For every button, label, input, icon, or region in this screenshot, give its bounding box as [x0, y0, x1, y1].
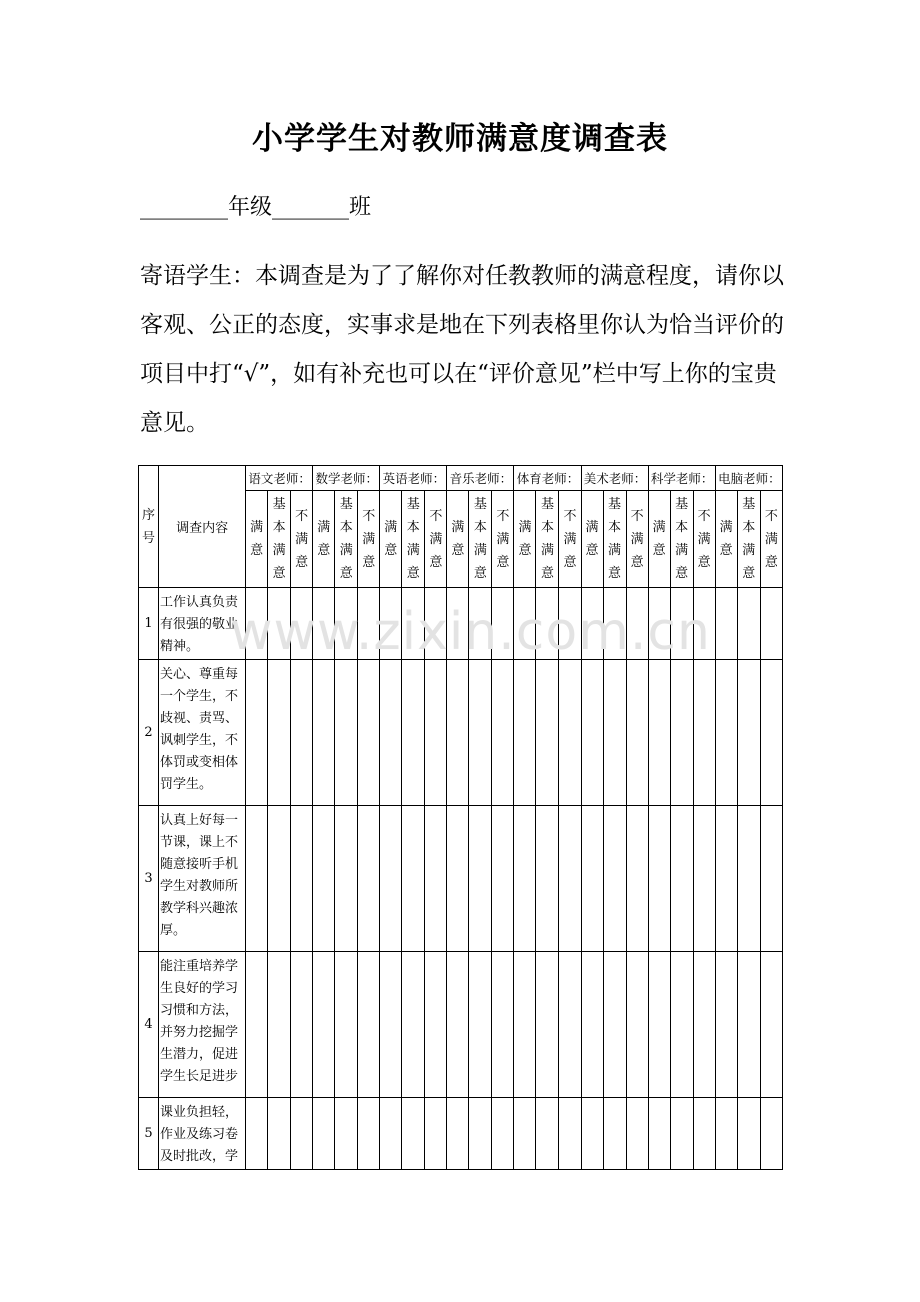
rating-checkbox-cell[interactable]	[469, 952, 492, 1098]
rating-checkbox-cell[interactable]	[603, 806, 626, 952]
rating-header: 满 意	[715, 491, 737, 588]
rating-checkbox-cell[interactable]	[648, 952, 670, 1098]
rating-header: 不 满 意	[425, 491, 447, 588]
rating-header: 不 满 意	[358, 491, 380, 588]
rating-checkbox-cell[interactable]	[559, 1098, 581, 1170]
grade-class-line: ________年级_______班	[140, 195, 372, 220]
rating-checkbox-cell[interactable]	[514, 1098, 536, 1170]
rating-header: 基 本 满 意	[737, 491, 760, 588]
row-content: 能注重培养学生良好的学习习惯和方法，并努力挖掘学生潜力，促进学生长足进步	[159, 952, 246, 1098]
rating-checkbox-cell[interactable]	[380, 1098, 402, 1170]
rating-checkbox-cell[interactable]	[670, 1098, 693, 1170]
rating-checkbox-cell[interactable]	[648, 660, 670, 806]
row-content: 认真上好每一节课，课上不随意接听手机学生对教师所教学科兴趣浓厚。	[159, 806, 246, 952]
rating-checkbox-cell[interactable]	[581, 660, 603, 806]
rating-checkbox-cell[interactable]	[715, 952, 737, 1098]
rating-checkbox-cell[interactable]	[737, 1098, 760, 1170]
rating-checkbox-cell[interactable]	[268, 588, 291, 660]
rating-checkbox-cell[interactable]	[291, 806, 313, 952]
teacher-header: 体育老师：	[514, 466, 581, 491]
rating-checkbox-cell[interactable]	[559, 588, 581, 660]
survey-table	[138, 465, 783, 1170]
table-row	[139, 660, 783, 806]
rating-checkbox-cell[interactable]	[626, 952, 648, 1098]
rating-checkbox-cell[interactable]	[693, 1098, 715, 1170]
rating-checkbox-cell[interactable]	[581, 806, 603, 952]
rating-checkbox-cell[interactable]	[492, 952, 514, 1098]
rating-checkbox-cell[interactable]	[715, 806, 737, 952]
row-content: 工作认真负责有很强的敬业精神。	[159, 588, 246, 660]
rating-checkbox-cell[interactable]	[559, 952, 581, 1098]
watermark: www.zixin.com.cn	[230, 602, 711, 662]
rating-checkbox-cell[interactable]	[425, 660, 447, 806]
rating-checkbox-cell[interactable]	[760, 806, 782, 952]
intro-paragraph: 寄语学生：本调查是为了了解你对任教教师的满意程度，请你以客观、公正的态度，实事求是地在下列表格里你认为恰当评价的项目中打“√”，如有补充也可以在“评价意见”栏中写上你的宝贵意见。	[140, 263, 784, 436]
rating-checkbox-cell[interactable]	[358, 660, 380, 806]
teacher-header: 科学老师：	[648, 466, 715, 491]
rating-checkbox-cell[interactable]	[492, 588, 514, 660]
content-header: 调查内容	[159, 466, 246, 588]
rating-checkbox-cell[interactable]	[626, 1098, 648, 1170]
teacher-header: 语文老师：	[246, 466, 313, 491]
rating-checkbox-cell[interactable]	[670, 806, 693, 952]
rating-checkbox-cell[interactable]	[335, 588, 358, 660]
row-index: 3	[139, 806, 159, 952]
rating-checkbox-cell[interactable]	[335, 952, 358, 1098]
table-row	[139, 952, 783, 1098]
rating-checkbox-cell[interactable]	[670, 660, 693, 806]
rating-checkbox-cell[interactable]	[581, 952, 603, 1098]
rating-checkbox-cell[interactable]	[268, 660, 291, 806]
rating-checkbox-cell[interactable]	[313, 1098, 335, 1170]
rating-checkbox-cell[interactable]	[581, 1098, 603, 1170]
rating-header: 满 意	[447, 491, 469, 588]
rating-checkbox-cell[interactable]	[693, 660, 715, 806]
rating-checkbox-cell[interactable]	[581, 588, 603, 660]
rating-checkbox-cell[interactable]	[603, 1098, 626, 1170]
header-row-teachers	[139, 466, 783, 491]
rating-checkbox-cell[interactable]	[737, 660, 760, 806]
rating-header: 满 意	[581, 491, 603, 588]
rating-checkbox-cell[interactable]	[536, 660, 559, 806]
rating-header: 不 满 意	[291, 491, 313, 588]
table-row	[139, 588, 783, 660]
teacher-header: 数学老师：	[313, 466, 380, 491]
rating-checkbox-cell[interactable]	[492, 806, 514, 952]
rating-checkbox-cell[interactable]	[380, 588, 402, 660]
rating-checkbox-cell[interactable]	[335, 660, 358, 806]
rating-checkbox-cell[interactable]	[447, 588, 469, 660]
rating-checkbox-cell[interactable]	[313, 660, 335, 806]
rating-checkbox-cell[interactable]	[313, 952, 335, 1098]
rating-checkbox-cell[interactable]	[648, 1098, 670, 1170]
rating-checkbox-cell[interactable]	[313, 588, 335, 660]
row-index: 1	[139, 588, 159, 660]
rating-header: 基 本 满 意	[536, 491, 559, 588]
table-row	[139, 1098, 783, 1170]
rating-checkbox-cell[interactable]	[514, 806, 536, 952]
rating-checkbox-cell[interactable]	[358, 588, 380, 660]
rating-checkbox-cell[interactable]	[737, 806, 760, 952]
rating-header: 基 本 满 意	[268, 491, 291, 588]
rating-checkbox-cell[interactable]	[469, 588, 492, 660]
row-content: 课业负担轻，作业及练习卷及时批改，学	[159, 1098, 246, 1170]
rating-checkbox-cell[interactable]	[536, 952, 559, 1098]
rating-checkbox-cell[interactable]	[626, 660, 648, 806]
index-header: 序 号	[139, 466, 159, 588]
table-row	[139, 806, 783, 952]
rating-checkbox-cell[interactable]	[447, 952, 469, 1098]
rating-checkbox-cell[interactable]	[358, 806, 380, 952]
rating-checkbox-cell[interactable]	[603, 952, 626, 1098]
teacher-header: 音乐老师：	[447, 466, 514, 491]
row-content: 关心、尊重每一个学生，不歧视、责骂、讽刺学生，不体罚或变相体罚学生。	[159, 660, 246, 806]
rating-checkbox-cell[interactable]	[492, 660, 514, 806]
rating-checkbox-cell[interactable]	[514, 588, 536, 660]
rating-checkbox-cell[interactable]	[380, 660, 402, 806]
row-index: 4	[139, 952, 159, 1098]
teacher-header: 美术老师：	[581, 466, 648, 491]
rating-checkbox-cell[interactable]	[268, 1098, 291, 1170]
row-index: 5	[139, 1098, 159, 1170]
rating-checkbox-cell[interactable]	[425, 588, 447, 660]
rating-header: 基 本 满 意	[603, 491, 626, 588]
rating-header: 不 满 意	[492, 491, 514, 588]
teacher-header: 电脑老师：	[715, 466, 782, 491]
rating-checkbox-cell[interactable]	[536, 806, 559, 952]
rating-checkbox-cell[interactable]	[425, 1098, 447, 1170]
rating-checkbox-cell[interactable]	[648, 588, 670, 660]
rating-checkbox-cell[interactable]	[402, 952, 425, 1098]
rating-checkbox-cell[interactable]	[760, 660, 782, 806]
teacher-header: 英语老师：	[380, 466, 447, 491]
rating-checkbox-cell[interactable]	[268, 806, 291, 952]
rating-checkbox-cell[interactable]	[358, 952, 380, 1098]
rating-checkbox-cell[interactable]	[425, 806, 447, 952]
rating-checkbox-cell[interactable]	[469, 1098, 492, 1170]
rating-checkbox-cell[interactable]	[693, 806, 715, 952]
rating-checkbox-cell[interactable]	[313, 806, 335, 952]
rating-checkbox-cell[interactable]	[492, 1098, 514, 1170]
rating-checkbox-cell[interactable]	[402, 660, 425, 806]
rating-checkbox-cell[interactable]	[603, 588, 626, 660]
rating-checkbox-cell[interactable]	[335, 806, 358, 952]
rating-checkbox-cell[interactable]	[246, 1098, 268, 1170]
rating-checkbox-cell[interactable]	[514, 952, 536, 1098]
rating-header: 基 本 满 意	[469, 491, 492, 588]
rating-checkbox-cell[interactable]	[447, 1098, 469, 1170]
rating-checkbox-cell[interactable]	[559, 660, 581, 806]
rating-checkbox-cell[interactable]	[447, 806, 469, 952]
rating-checkbox-cell[interactable]	[648, 806, 670, 952]
rating-checkbox-cell[interactable]	[380, 806, 402, 952]
rating-header: 满 意	[313, 491, 335, 588]
rating-checkbox-cell[interactable]	[603, 660, 626, 806]
rating-checkbox-cell[interactable]	[469, 660, 492, 806]
rating-checkbox-cell[interactable]	[469, 806, 492, 952]
rating-checkbox-cell[interactable]	[402, 806, 425, 952]
rating-header: 不 满 意	[626, 491, 648, 588]
rating-header: 基 本 满 意	[402, 491, 425, 588]
row-index: 2	[139, 660, 159, 806]
rating-checkbox-cell[interactable]	[402, 1098, 425, 1170]
rating-checkbox-cell[interactable]	[715, 1098, 737, 1170]
rating-checkbox-cell[interactable]	[760, 1098, 782, 1170]
rating-checkbox-cell[interactable]	[246, 660, 268, 806]
rating-checkbox-cell[interactable]	[291, 588, 313, 660]
rating-checkbox-cell[interactable]	[402, 588, 425, 660]
rating-checkbox-cell[interactable]	[626, 588, 648, 660]
rating-header: 满 意	[514, 491, 536, 588]
rating-checkbox-cell[interactable]	[447, 660, 469, 806]
rating-checkbox-cell[interactable]	[268, 952, 291, 1098]
rating-checkbox-cell[interactable]	[291, 660, 313, 806]
rating-checkbox-cell[interactable]	[246, 588, 268, 660]
rating-checkbox-cell[interactable]	[626, 806, 648, 952]
rating-checkbox-cell[interactable]	[760, 588, 782, 660]
rating-checkbox-cell[interactable]	[514, 660, 536, 806]
rating-header: 满 意	[380, 491, 402, 588]
page-title: 小学学生对教师满意度调查表	[252, 121, 668, 157]
rating-checkbox-cell[interactable]	[291, 1098, 313, 1170]
rating-checkbox-cell[interactable]	[380, 952, 402, 1098]
rating-checkbox-cell[interactable]	[670, 588, 693, 660]
rating-checkbox-cell[interactable]	[737, 952, 760, 1098]
rating-header: 不 满 意	[693, 491, 715, 588]
rating-checkbox-cell[interactable]	[425, 952, 447, 1098]
rating-checkbox-cell[interactable]	[693, 588, 715, 660]
rating-checkbox-cell[interactable]	[246, 952, 268, 1098]
rating-header: 满 意	[648, 491, 670, 588]
rating-checkbox-cell[interactable]	[358, 1098, 380, 1170]
rating-checkbox-cell[interactable]	[715, 660, 737, 806]
rating-checkbox-cell[interactable]	[335, 1098, 358, 1170]
rating-header: 不 满 意	[559, 491, 581, 588]
rating-checkbox-cell[interactable]	[246, 806, 268, 952]
rating-checkbox-cell[interactable]	[715, 588, 737, 660]
rating-checkbox-cell[interactable]	[737, 588, 760, 660]
rating-checkbox-cell[interactable]	[670, 952, 693, 1098]
rating-header: 基 本 满 意	[670, 491, 693, 588]
rating-header: 满 意	[246, 491, 268, 588]
rating-checkbox-cell[interactable]	[291, 952, 313, 1098]
rating-checkbox-cell[interactable]	[693, 952, 715, 1098]
rating-checkbox-cell[interactable]	[536, 588, 559, 660]
rating-checkbox-cell[interactable]	[760, 952, 782, 1098]
rating-checkbox-cell[interactable]	[559, 806, 581, 952]
rating-checkbox-cell[interactable]	[536, 1098, 559, 1170]
rating-header: 不 满 意	[760, 491, 782, 588]
rating-header: 基 本 满 意	[335, 491, 358, 588]
